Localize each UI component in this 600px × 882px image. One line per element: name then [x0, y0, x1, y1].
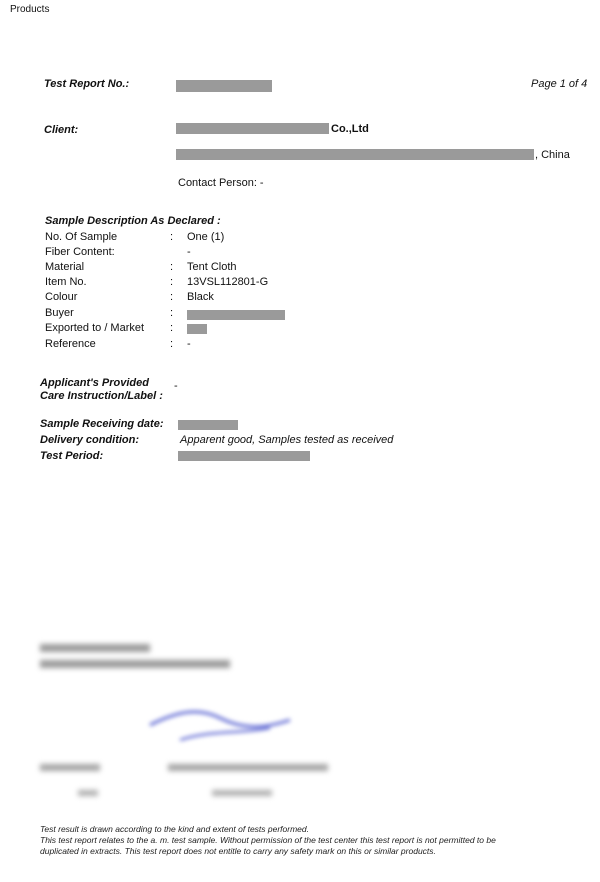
sample-row-export: [45, 322, 565, 336]
footer-line1: Test result is drawn according to the kind and extent of tests performed.: [40, 824, 309, 834]
footer-disclaimer: [40, 824, 588, 857]
redacted-client-name: [176, 123, 329, 134]
footer-line3: duplicated in extracts. This test report does not entitle to carry any safety mark on this or similar products.: [40, 846, 436, 856]
row-label: Buyer: [45, 307, 74, 319]
blurred-line: [40, 660, 230, 668]
care-value: -: [174, 380, 178, 392]
row-colon: :: [170, 291, 174, 303]
blurred-line: [212, 790, 272, 796]
blurred-line: [78, 790, 98, 796]
row-colon: :: [170, 276, 174, 288]
care-label-line2: Care Instruction/Label :: [40, 390, 163, 402]
row-value: 13VSL112801-G: [187, 276, 269, 288]
sample-row-material: [45, 261, 565, 275]
blurred-line: [168, 764, 328, 771]
care-label-line1: Applicant's Provided: [40, 377, 149, 389]
report-number-label: Test Report No.:: [44, 78, 130, 90]
row-label: Colour: [45, 291, 78, 303]
redacted-receiving-date: [178, 420, 238, 430]
row-value: -: [187, 246, 191, 258]
redacted-buyer: [187, 310, 285, 320]
row-label: Fiber Content:: [45, 246, 115, 258]
row-colon: :: [170, 231, 174, 243]
client-label: Client:: [44, 124, 79, 136]
row-label: No. Of Sample: [45, 231, 118, 243]
row-value: Black: [187, 291, 214, 303]
address-suffix: , China: [535, 149, 570, 161]
sample-row-item: [45, 276, 565, 290]
client-suffix: Co.,Ltd: [331, 123, 369, 135]
row-label: Reference: [45, 338, 96, 350]
row-label: Material: [45, 261, 85, 273]
row-colon: :: [170, 322, 174, 334]
redacted-test-period: [178, 451, 310, 461]
sample-row-colour: [45, 291, 565, 305]
signature-icon: [140, 700, 320, 760]
test-period-label: Test Period:: [40, 450, 104, 462]
redacted-report-number: [176, 80, 272, 92]
redacted-market: [187, 324, 207, 334]
sample-row-count: [45, 231, 565, 245]
sample-row-fiber: [45, 246, 565, 260]
row-label: Item No.: [45, 276, 87, 288]
row-colon: :: [170, 261, 174, 273]
delivery-condition-label: Delivery condition:: [40, 434, 140, 446]
footer-line2: This test report relates to the a. m. test sample. Without permission of the test center this test report is not permitted to be: [40, 835, 496, 845]
contact-person: Contact Person: -: [178, 177, 264, 189]
row-colon: :: [170, 338, 174, 350]
row-value: One (1): [187, 231, 225, 243]
top-label: Products: [10, 4, 50, 15]
blurred-line: [40, 644, 150, 652]
delivery-condition-value: Apparent good, Samples tested as received: [180, 434, 394, 446]
sample-row-buyer: [45, 307, 565, 321]
page-indicator: Page 1 of 4: [531, 78, 588, 90]
receiving-date-label: Sample Receiving date:: [40, 418, 164, 430]
row-label: Exported to / Market: [45, 322, 145, 334]
row-value: Tent Cloth: [187, 261, 237, 273]
row-value: -: [187, 338, 191, 350]
row-colon: :: [170, 307, 174, 319]
redacted-client-address: [176, 149, 534, 160]
sample-row-reference: [45, 338, 565, 352]
blurred-line: [40, 764, 100, 771]
sample-description-heading: Sample Description As Declared :: [45, 215, 221, 227]
